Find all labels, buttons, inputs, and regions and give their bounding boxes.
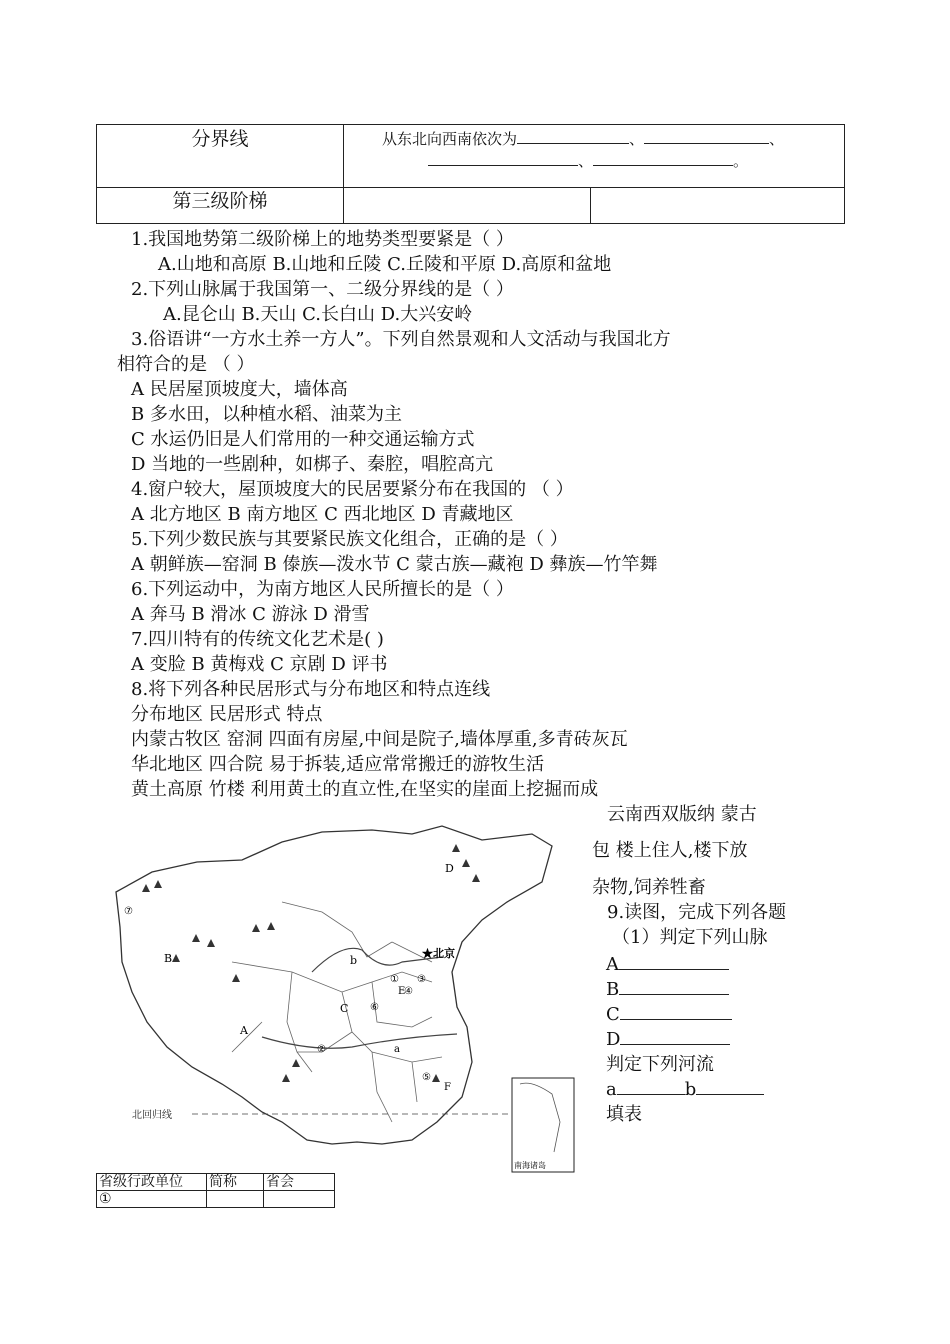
q2-options: A.昆仑山 B.天山 C.长白山 D.大兴安岭: [163, 304, 473, 325]
map-label-beijing: ★北京: [422, 947, 455, 960]
map-label-2: ②: [317, 1044, 326, 1055]
fill-table-label: 填表: [606, 1104, 642, 1125]
mountain-marks: [142, 844, 480, 1082]
blank-3[interactable]: [428, 150, 578, 166]
south-sea-inset: [512, 1078, 574, 1172]
map-label-A: A: [240, 1024, 248, 1037]
q8: 8.将下列各种民居形式与分布地区和特点连线: [131, 679, 491, 700]
boundary-table: [96, 124, 845, 224]
province-borders: [232, 902, 442, 1122]
map-label-b: b: [350, 954, 358, 967]
boundary-line2: 、 。: [344, 150, 844, 172]
q3: 3.俗语讲“一方水土养一方人”。下列自然景观和人文活动与我国北方: [131, 329, 671, 350]
q7-options: A 变脸 B 黄梅戏 C 京剧 D 评书: [131, 654, 388, 675]
tropic-label: 北回归线: [132, 1110, 172, 1121]
mountain-a: A: [606, 952, 729, 977]
map-label-C: C: [340, 1002, 349, 1015]
mountain-b: B: [606, 977, 729, 1002]
q6: 6.下列运动中，为南方地区人民所擅长的是（ ）: [131, 579, 514, 600]
q9-part1: （1）判定下列山脉: [612, 927, 768, 948]
map-label-E: E: [398, 986, 406, 997]
boundary-label-cell: [97, 125, 344, 188]
q9: 9.读图，完成下列各题: [607, 902, 787, 923]
q8-row1: 内蒙古牧区 窑洞 四面有房屋,中间是院子,墙体厚重,多青砖灰瓦: [131, 729, 628, 750]
q5-options: A 朝鲜族—窑洞 B 傣族—泼水节 C 蒙古族—藏袍 D 彝族—竹竿舞: [131, 554, 658, 575]
blank-4[interactable]: [593, 150, 733, 166]
q3-option-a: A 民居屋顶坡度大，墙体高: [131, 379, 348, 400]
row1-capital[interactable]: [264, 1191, 335, 1208]
country-outline: [116, 826, 552, 1144]
mountain-b-blank[interactable]: [619, 979, 729, 995]
col-abbr: 简称: [207, 1174, 264, 1191]
mountain-d: D: [606, 1027, 730, 1052]
q8-row4a: 云南西双版纳 蒙古: [607, 804, 757, 825]
q3-option-c: C 水运仍旧是人们常用的一种交通运输方式: [131, 429, 475, 450]
province-table: [96, 1173, 335, 1208]
boundary-text-cell: [344, 125, 845, 188]
row1-abbr[interactable]: [207, 1191, 264, 1208]
row1-province: ①: [97, 1191, 207, 1208]
map-label-1: ①: [390, 974, 399, 985]
q3-cont: 相符合的是 （ ）: [117, 354, 255, 375]
q1: 1.我国地势第二级阶梯上的地势类型要紧是（ ）: [131, 229, 514, 250]
map-label-4: ④: [404, 986, 413, 997]
q8-row4c: 杂物,饲养牲畜: [592, 877, 706, 898]
china-map: [112, 822, 576, 1174]
blank-1[interactable]: [517, 128, 629, 144]
boundary-line1: 从东北向西南依次为 、 、: [382, 130, 785, 148]
river-title: 判定下列河流: [606, 1054, 714, 1075]
map-label-6: ⑥: [370, 1002, 379, 1013]
blank-2[interactable]: [644, 128, 769, 144]
river-b-blank[interactable]: [696, 1079, 764, 1095]
q3-option-b: B 多水田，以种植水稻、油菜为主: [131, 404, 402, 425]
boundary-label: 分界线: [191, 128, 249, 150]
map-label-B: B: [164, 952, 173, 965]
map-label-D: D: [445, 862, 454, 875]
step3-label-cell: [97, 188, 344, 224]
q4-options: A 北方地区 B 南方地区 C 西北地区 D 青藏地区: [131, 504, 514, 525]
step3-label: 第三级阶梯: [172, 190, 268, 212]
q4: 4.窗户较大，屋顶坡度大的民居要紧分布在我国的 （ ）: [131, 479, 574, 500]
river-a: [262, 1034, 457, 1048]
map-label-5: ⑤: [422, 1072, 431, 1083]
mountain-c-blank[interactable]: [620, 1004, 732, 1020]
q5: 5.下列少数民族与其要紧民族文化组合，正确的是（ ）: [131, 529, 568, 550]
q8-row3: 黄土高原 竹楼 利用黄土的直立性,在坚实的崖面上挖掘而成: [131, 779, 599, 800]
col-capital: 省会: [264, 1174, 335, 1191]
map-label-7: ⑦: [124, 906, 133, 917]
river-a-blank[interactable]: [617, 1079, 685, 1095]
q8-header: 分布地区 民居形式 特点: [131, 704, 323, 725]
col-province: 省级行政单位: [97, 1174, 207, 1191]
map-label-a: a: [394, 1044, 400, 1055]
step3-cell-b[interactable]: [591, 188, 845, 224]
map-label-F: F: [444, 1082, 451, 1093]
mountain-d-blank[interactable]: [620, 1029, 730, 1045]
q3-option-d: D 当地的一些剧种，如梆子、秦腔，唱腔高亢: [131, 454, 494, 475]
q7: 7.四川特有的传统文化艺术是( ): [131, 629, 384, 650]
mountain-c: C: [606, 1002, 732, 1027]
q8-row4b: 包 楼上住人,楼下放: [592, 840, 748, 861]
q6-options: A 奔马 B 滑冰 C 游泳 D 滑雪: [131, 604, 370, 625]
map-label-3: ③: [417, 974, 426, 985]
mountain-a-blank[interactable]: [619, 954, 729, 970]
q1-options: A.山地和高原 B.山地和丘陵 C.丘陵和平原 D.高原和盆地: [158, 254, 612, 275]
inset-label: 南海诸岛: [514, 1161, 546, 1170]
q2: 2.下列山脉属于我国第一、二级分界线的是（ ）: [131, 279, 514, 300]
river-row: a b: [606, 1077, 764, 1102]
step3-cell-a[interactable]: [344, 188, 591, 224]
q8-row2: 华北地区 四合院 易于拆装,适应常常搬迁的游牧生活: [131, 754, 545, 775]
